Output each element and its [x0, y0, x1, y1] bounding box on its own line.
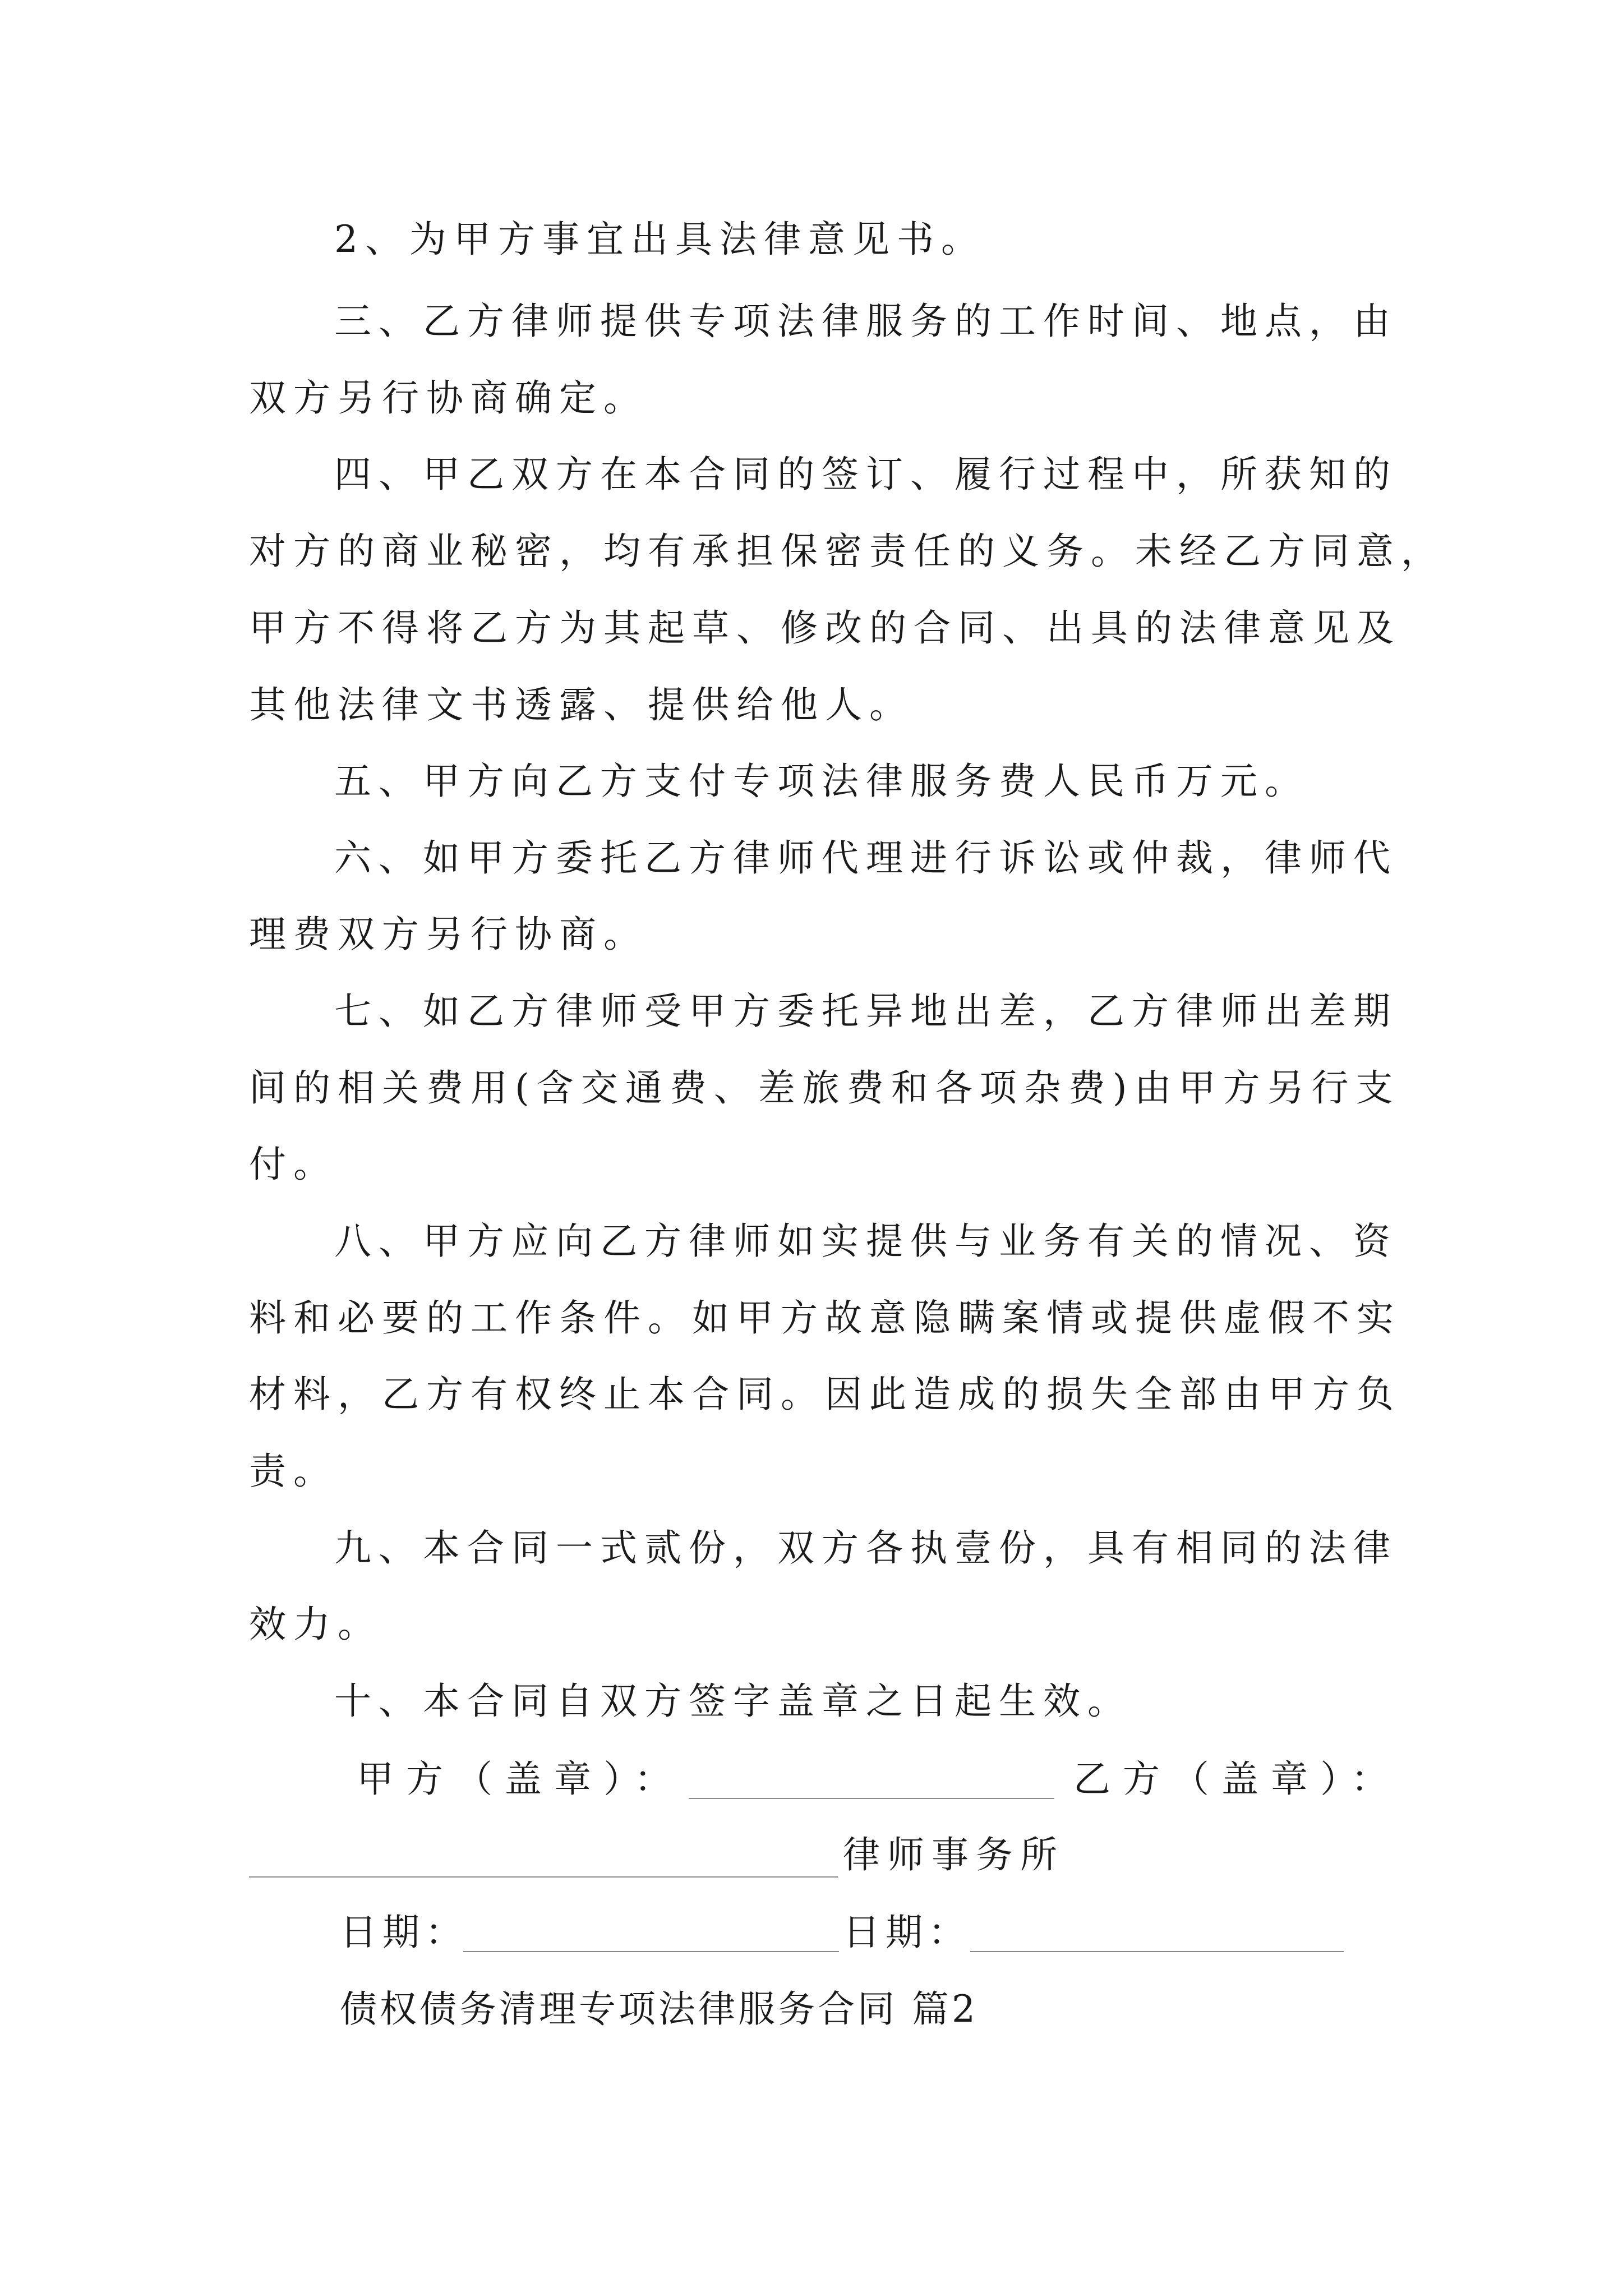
clause-9-line-2: 效力。: [249, 1603, 382, 1646]
clause-9-line-1: 九、本合同一式贰份，双方各执壹份，具有相同的法律: [334, 1526, 1398, 1570]
next-section-heading: 债权债务清理专项法律服务合同 篇2: [340, 1987, 978, 2031]
date-label-a: 日期：: [340, 1911, 468, 1954]
date-b-line: [970, 1951, 1344, 1952]
clause-10-line-1: 十、本合同自双方签字盖章之日起生效。: [334, 1680, 1132, 1723]
clause-2-line-1: 2、为甲方事宜出具法律意见书。: [334, 218, 985, 261]
clause-5-line-1: 五、甲方向乙方支付专项法律服务费人民币万元。: [334, 760, 1309, 803]
clause-8-line-4: 责。: [249, 1450, 338, 1493]
clause-6-line-1: 六、如甲方委托乙方律师代理进行诉讼或仲裁，律师代: [334, 836, 1398, 880]
clause-3-line-2: 双方另行协商确定。: [249, 376, 648, 420]
clause-4-line-4: 其他法律文书透露、提供给他人。: [249, 683, 914, 726]
clause-7-line-3: 付。: [249, 1143, 338, 1186]
clause-4-line-2: 对方的商业秘密，均有承担保密责任的义务。未经乙方同意，: [249, 530, 1445, 573]
party-a-signature-line: [689, 1798, 1054, 1799]
clause-4-line-1: 四、甲乙双方在本合同的签订、履行过程中，所获知的: [334, 453, 1398, 496]
date-a-line: [463, 1951, 839, 1952]
party-b-seal-label: 乙方（盖章）：: [1073, 1757, 1400, 1801]
clause-7-line-2: 间的相关费用(含交通费、差旅费和各项杂费)由甲方另行支: [249, 1066, 1400, 1110]
clause-7-line-1: 七、如乙方律师受甲方委托异地出差，乙方律师出差期: [334, 990, 1398, 1033]
clause-8-line-2: 料和必要的工作条件。如甲方故意隐瞒案情或提供虚假不实: [249, 1296, 1401, 1340]
date-label-b: 日期：: [843, 1911, 971, 1954]
clause-4-line-3: 甲方不得将乙方为其起草、修改的合同、出具的法律意见及: [249, 606, 1401, 650]
law-firm-label: 律师事务所: [843, 1833, 1064, 1876]
clause-6-line-2: 理费双方另行协商。: [249, 913, 648, 956]
party-a-seal-label: 甲方（盖章）：: [357, 1757, 684, 1801]
party-b-signature-line: [249, 1876, 838, 1878]
clause-3-line-1: 三、乙方律师提供专项法律服务的工作时间、地点，由: [334, 300, 1398, 343]
clause-8-line-1: 八、甲方应向乙方律师如实提供与业务有关的情况、资: [334, 1220, 1398, 1263]
clause-8-line-3: 材料，乙方有权终止本合同。因此造成的损失全部由甲方负: [249, 1373, 1401, 1416]
